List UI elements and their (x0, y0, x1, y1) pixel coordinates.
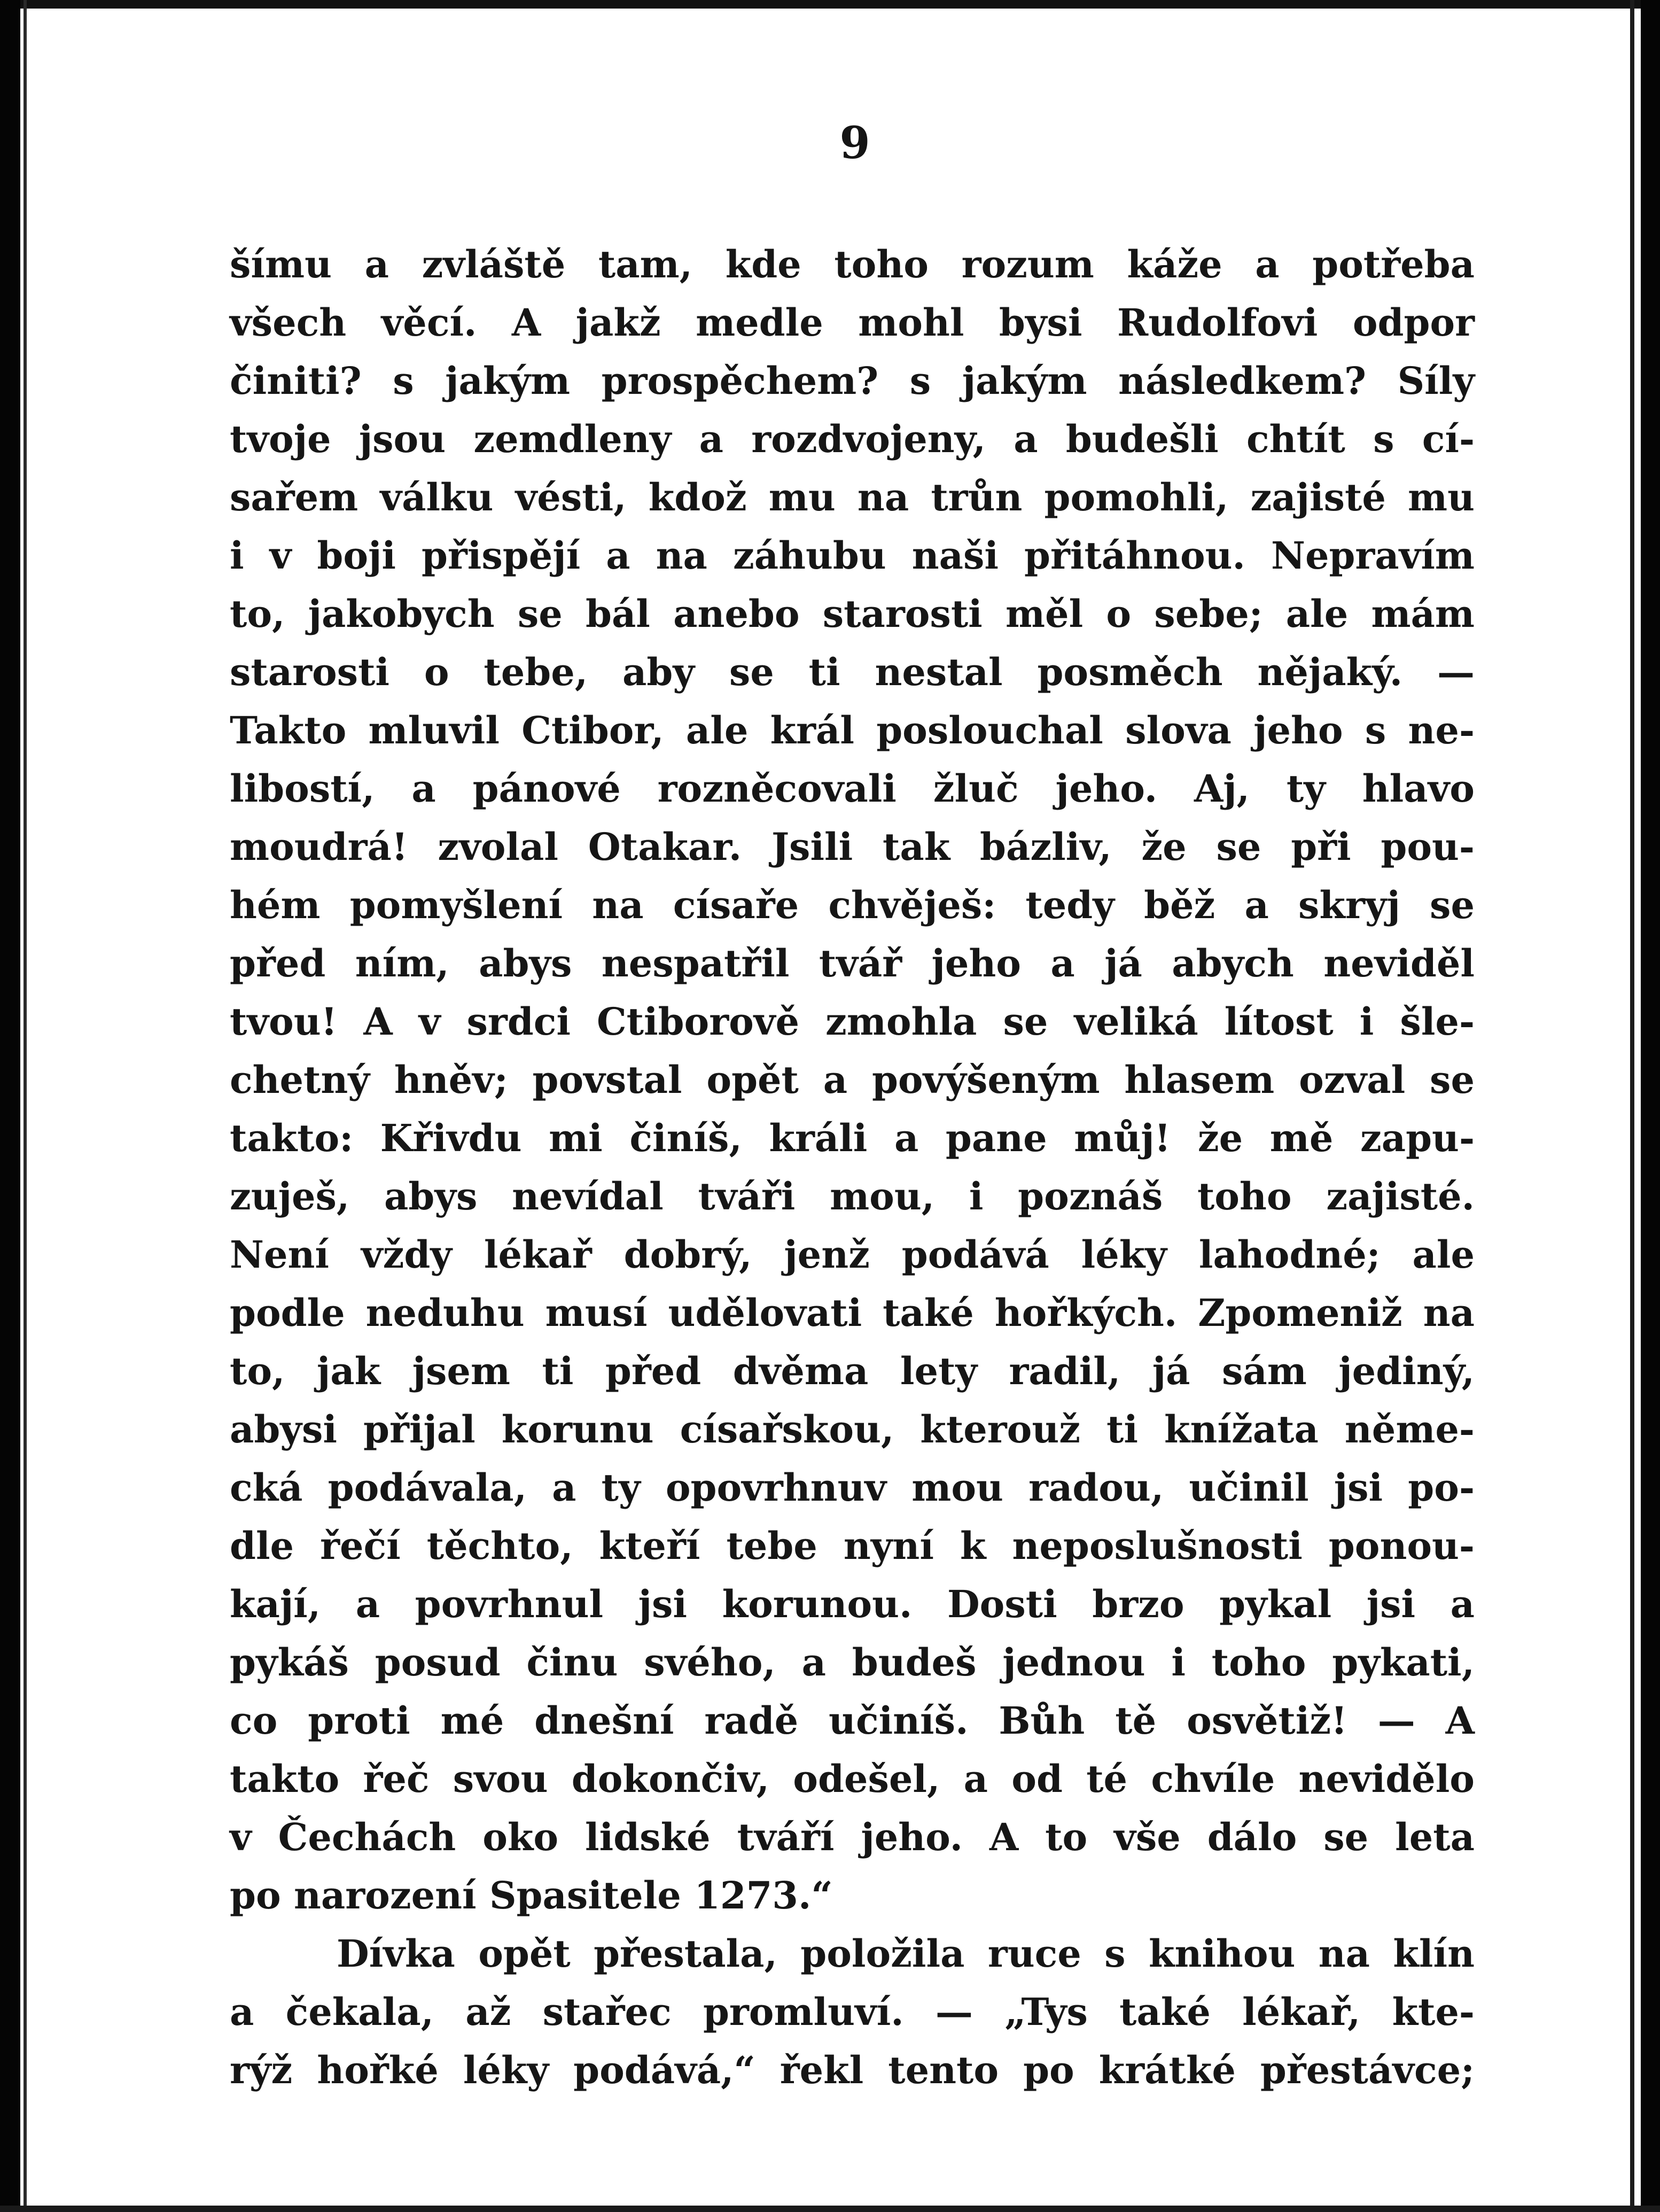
scan-edge-right-inner (1630, 0, 1634, 2212)
text-line: chetný hněv; povstal opět a povýšeným hlasem ozval se (230, 1058, 1475, 1102)
text-line: starosti o tebe, aby se ti nestal posměch nějaký. — (230, 650, 1475, 694)
text-line: libostí, a pánové rozněcovali žluč jeho. Aj, ty hlavo (230, 766, 1475, 811)
text-line: takto: Křivdu mi činíš, králi a pane můj! že mě zapu- (230, 1116, 1475, 1160)
text-line: to, jakobych se bál anebo starosti měl o sebe; ale mám (230, 592, 1475, 636)
text-line: před ním, abys nespatřil tvář jeho a já abych neviděl (230, 941, 1475, 985)
text-line: moudrá! zvolal Otakar. Jsili tak bázliv, že se při pou- (230, 825, 1475, 869)
scan-edge-bottom (0, 2206, 1660, 2212)
scan-edge-right (1641, 0, 1660, 2212)
text-line: abysi přijal korunu císařskou, kterouž ti knížata něme- (230, 1407, 1475, 1452)
text-line: a čekala, až stařec promluví. — „Tys také lékař, kte- (230, 1990, 1475, 2034)
text-line: rýž hořké léky podává,“ řekl tento po krátké přestávce; (230, 2048, 1475, 2092)
text-line: to, jak jsem ti před dvěma lety radil, já sám jediný, (230, 1349, 1475, 1393)
text-line: tvoje jsou zemdleny a rozdvojeny, a budešli chtít s cí- (230, 417, 1475, 461)
scan-edge-left (0, 0, 20, 2212)
text-line: šímu a zvláště tam, kde toho rozum káže a potřeba (230, 242, 1475, 286)
text-line: všech věcí. A jakž medle mohl bysi Rudolfovi odpor (230, 300, 1475, 345)
text-line: tvou! A v srdci Ctiborově zmohla se veliká lítost i šle- (230, 999, 1475, 1044)
text-line: podle neduhu musí udělovati také hořkých. Zpomeniž na (230, 1291, 1475, 1335)
body-text (230, 235, 1475, 2099)
text-line: po narození Spasitele 1273.“ (230, 1873, 833, 1918)
text-line: kají, a povrhnul jsi korunou. Dosti brzo pykal jsi a (230, 1582, 1475, 1626)
text-line: pykáš posud činu svého, a budeš jednou i toho pykati, (230, 1640, 1475, 1685)
text-line: hém pomyšlení na císaře chvěješ: tedy běž a skryj se (230, 883, 1475, 927)
text-line: i v boji přispějí a na záhubu naši přitáhnou. Nepravím (230, 533, 1475, 578)
text-line: dle řečí těchto, kteří tebe nyní k neposlušnosti ponou- (230, 1524, 1475, 1568)
text-line: v Čechách oko lidské tváří jeho. A to vše dálo se leta (230, 1815, 1475, 1859)
text-line: činiti? s jakým prospěchem? s jakým následkem? Síly (230, 359, 1475, 403)
page-number: 9 (839, 118, 870, 169)
text-line: cká podávala, a ty opovrhnuv mou radou, učinil jsi po- (230, 1465, 1475, 1510)
text-line: co proti mé dnešní radě učiníš. Bůh tě osvětiž! — A (230, 1698, 1475, 1743)
text-line: takto řeč svou dokončiv, odešel, a od té chvíle nevidělo (230, 1757, 1475, 1801)
text-line: Takto mluvil Ctibor, ale král poslouchal slova jeho s ne- (230, 708, 1475, 752)
text-line: sařem válku vésti, kdož mu na trůn pomohli, zajisté mu (230, 475, 1475, 519)
text-line: Dívka opět přestala, položila ruce s knihou na klín (337, 1931, 1475, 1976)
text-line: zuješ, abys nevídal tváři mou, i poznáš toho zajisté. (230, 1174, 1475, 1218)
scan-edge-top (0, 0, 1660, 9)
scan-edge-left-inner (24, 0, 27, 2212)
text-line: Není vždy lékař dobrý, jenž podává léky lahodné; ale (230, 1232, 1475, 1277)
